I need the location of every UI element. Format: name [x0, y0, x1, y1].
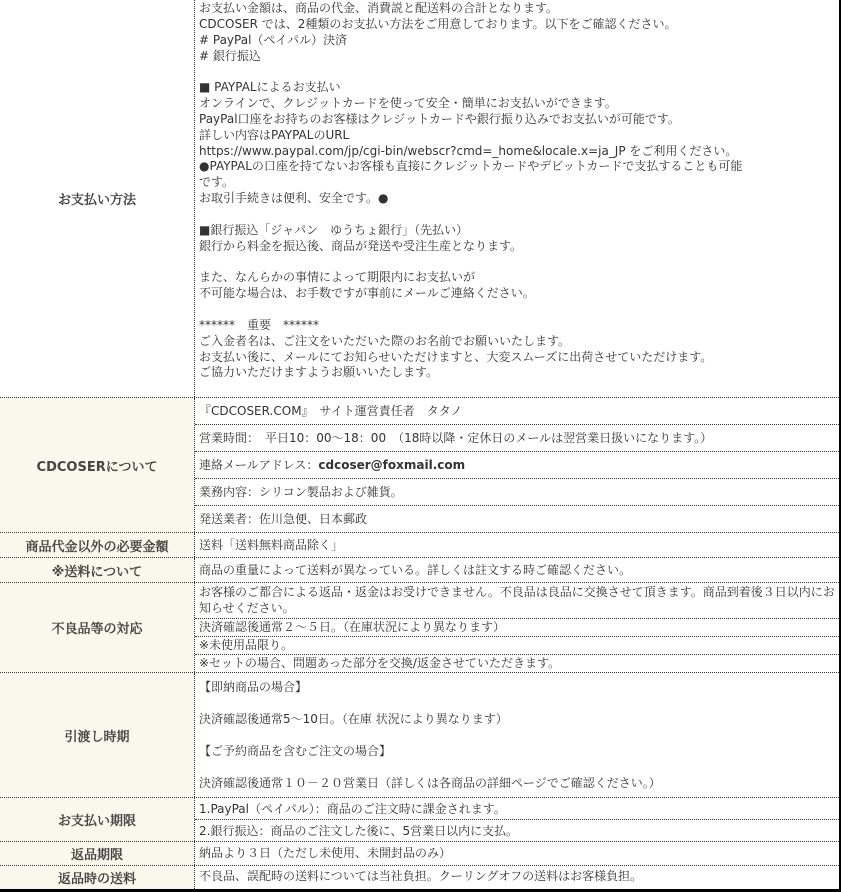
text-line: ■銀行振込「ジャパン ゆうちょ銀行」（先払い）	[199, 222, 469, 237]
row-header-delivery-time: 引渡し時期	[0, 673, 195, 797]
row-header-payment-deadline: お支払い期限	[0, 798, 195, 841]
table-row-payment-deadline	[0, 798, 839, 842]
text-line: また、なんらかの事情によって期限内にお支払いが	[199, 270, 476, 285]
text-line: ■ PAYPALによるお支払い	[199, 80, 341, 95]
row-content-about-cdcoser	[195, 398, 839, 532]
text-line: ご協力いただけますようお願いいたします。	[199, 365, 439, 380]
row-header-about-shipping-fee: ※送料について	[0, 558, 195, 582]
row-content-return-shipping-fee	[195, 866, 839, 889]
row-header-return-deadline: 返品期限	[0, 842, 195, 865]
table-row-extra-charges	[0, 533, 839, 558]
text-line: お取引手続きは便利、安全です。●	[199, 191, 389, 206]
subrow-return-shipping-fee-0: 不良品、誤配時の送料については当社負担。クーリングオフの送料はお客様負担。	[199, 869, 643, 884]
row-content-payment-deadline	[195, 798, 839, 841]
text-line: お支払い後に、メールにてお知らせいただけますと、大変スムーズに出荷させていただけます。	[199, 349, 713, 364]
text-line: ●PAYPALの口座を持てないお客様も直接にクレジットカードやデビットカードで支払することも可能	[199, 159, 743, 174]
text-line: 不可能な場合は、お手数ですが事前にメールご連絡ください。	[199, 286, 535, 301]
row-header-defective-items: 不良品等の対応	[0, 583, 195, 672]
text-line	[199, 255, 836, 271]
email-label: 連絡メールアドレス：	[199, 458, 319, 473]
row-content-delivery-time	[195, 673, 839, 797]
text-line: 【ご予約商品を含むご注文の場合】	[199, 744, 392, 759]
table-row-return-shipping-fee	[0, 866, 839, 889]
row-content-payment-method	[195, 0, 839, 397]
text-line: CDCOSER では、2種類のお支払い方法をご用意しております。以下をご確認ください。	[199, 16, 677, 31]
text-line	[199, 64, 836, 80]
text-line: ご入金者名は、ご注文をいただいた際のお名前でお願いいたします。	[199, 333, 571, 348]
subrow-delivery-time-0	[195, 673, 839, 797]
text-line: です。	[199, 175, 235, 190]
text-line: 詳しい内容はPAYPALのURL	[199, 127, 350, 142]
table-row-delivery-time	[0, 673, 839, 798]
text-line: PayPal口座をお持ちのお客様はクレジットカードや銀行振り込みでお支払いが可能です。	[199, 111, 680, 126]
text-line	[199, 759, 835, 775]
text-line: ****** 重要 ******	[199, 317, 320, 332]
contact-email: cdcoser@foxmail.com	[318, 458, 466, 473]
subrow-payment-deadline-1: 2.銀行振込：商品のご注文した後に、5営業日以内に支払。	[199, 824, 519, 839]
text-line: # PayPal（ペイパル）決済	[199, 32, 348, 47]
subrow-defective-items-3: ※セットの場合、問題あった部分を交換/返金させていただきます。	[199, 656, 561, 671]
text-line: 【即納商品の場合】	[199, 680, 308, 695]
subrow-defective-items-0: お客様のご都合による返品・返金はお受けできません。不良品は良品に交換させて頂きます。商品到着後３日以内にお知らせください。	[195, 583, 839, 619]
text-line: 決済確認後通常１０－２０営業日（詳しくは各商品の詳細ページでご確認ください。）	[199, 776, 661, 791]
row-content-defective-items	[195, 583, 839, 672]
subrow-return-deadline-0: 納品より３日（ただし未使用、未開封品のみ）	[199, 846, 452, 861]
row-header-payment-method: お支払い方法	[0, 0, 195, 397]
row-content-return-deadline	[195, 842, 839, 865]
row-header-about-cdcoser: CDCOSERについて	[0, 398, 195, 532]
row-content-about-shipping-fee	[195, 558, 839, 582]
subrow-about-cdcoser-3: 業務内容：シリコン製品および雑貨。	[195, 479, 839, 506]
text-line: https://www.paypal.com/jp/cgi-bin/webscr?cmd=_home&locale.x=ja_JP をご利用ください。	[199, 143, 738, 158]
text-line: # 銀行振込	[199, 48, 261, 63]
row-content-extra-charges	[195, 533, 839, 557]
subrow-about-cdcoser-0: 『CDCOSER.COM』 サイト運営責任者 タタノ	[195, 398, 839, 425]
table-row-about-shipping-fee	[0, 558, 839, 583]
row-header-return-shipping-fee: 返品時の送料	[0, 866, 195, 889]
subrow-about-cdcoser-4: 発送業者：佐川急便、日本郵政	[199, 512, 368, 527]
subrow-extra-charges-0: 送料「送料無料商品除く」	[199, 538, 344, 553]
text-line: 決済確認後通常5～10日。（在庫 状況により異なります）	[199, 712, 508, 727]
text-line: お支払い金額は、商品の代金、消費説と配送料の合計となります。	[199, 1, 559, 15]
subrow-about-cdcoser-2	[195, 452, 839, 479]
text-line: オンラインで、クレジットカードを使って安全・簡単にお支払いができます。	[199, 96, 617, 111]
text-line	[199, 727, 835, 743]
text-line	[199, 381, 836, 397]
subrow-defective-items-1: 決済確認後通常２～５日。（在庫状況により異なります）	[195, 619, 839, 637]
subrow-payment-method-0	[195, 0, 839, 397]
subrow-about-shipping-fee-0: 商品の重量によって送料が異なっている。詳しくは註文する時ご確認ください。	[199, 563, 632, 578]
text-line	[199, 695, 835, 711]
table-row-defective-items	[0, 583, 839, 673]
table-row-payment-method	[0, 0, 839, 398]
text-line: 銀行から料金を振込後、商品が発送や受注生産となります。	[199, 238, 523, 253]
subrow-about-cdcoser-1: 営業時間： 平日10：00～18：00 （18時以降・定休日のメールは翌営業日扱いになります。）	[195, 425, 839, 452]
text-line	[199, 302, 836, 318]
table-row-about-cdcoser	[0, 398, 839, 533]
subrow-payment-deadline-0: 1.PayPal（ペイパル）：商品のご注文時に課金されます。	[195, 798, 839, 820]
table-row-return-deadline	[0, 842, 839, 866]
subrow-defective-items-2: ※未使用品限り。	[195, 637, 839, 655]
row-header-extra-charges: 商品代金以外の必要金額	[0, 533, 195, 557]
text-line	[199, 207, 836, 223]
